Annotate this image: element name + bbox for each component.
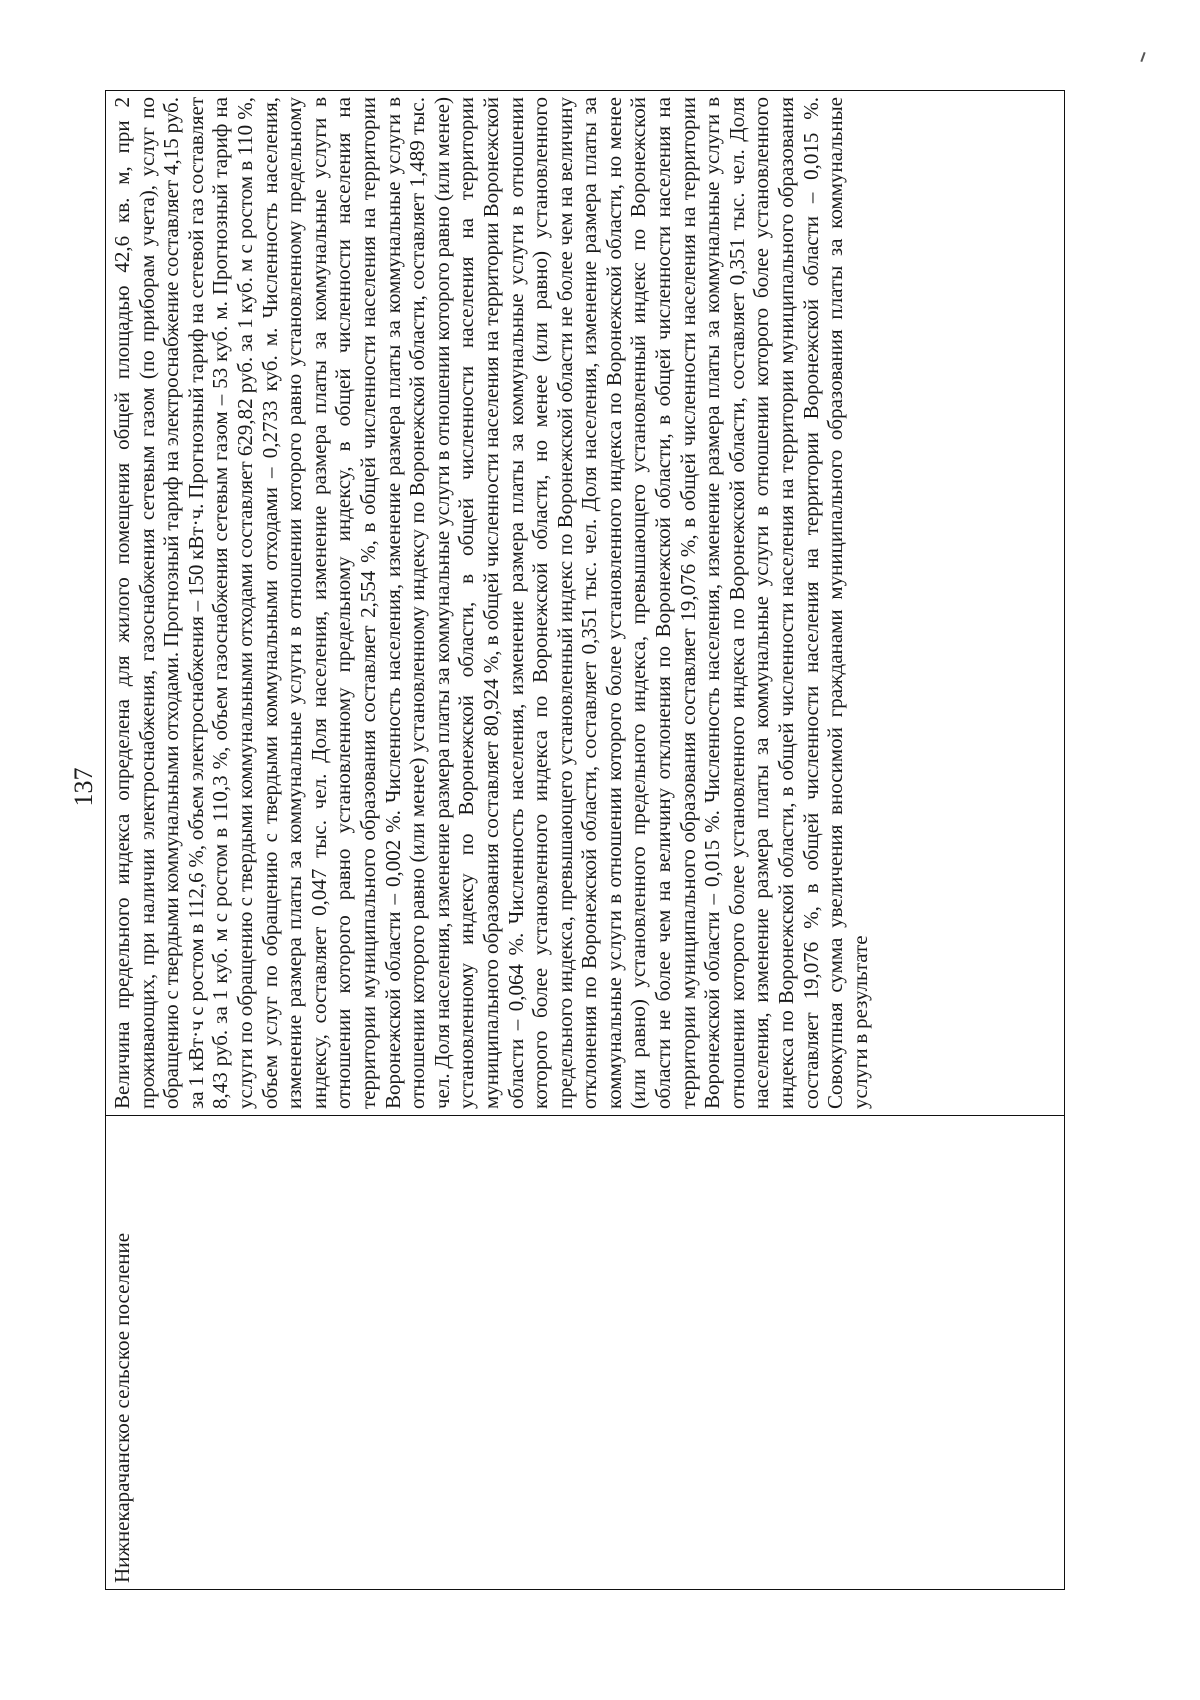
document-table: [105, 90, 1065, 1590]
page-number: 137: [69, 767, 98, 807]
scan-mark: [1140, 52, 1145, 62]
index-description-cell: Величина предельного индекса определена для жилого помещения общей площадью 42,6 кв. м, при 2 проживающих, при наличии электроснабжения, газоснабжения сетевым газом (по приборам учета), услуг по обращению с твердыми коммунальными отходами. Прогнозный тариф на электроснабжение составляет 4,15 руб. за 1 кВт·ч с ростом в 112,6 %, объем электроснабжения – 150 кВт·ч. Прогнозный тариф на сетевой газ составляет 8,43 руб. за 1 куб. м с ростом в 110,3 %, объем газоснабжения сетевым газом – 53 куб. м. Прогнозный тариф на услуги по обращению с твердыми коммунальными отходами составляет 629,82 руб. за 1 куб. м с ростом в 110 %, объем услуг по обращению с твердыми коммунальными отходами – 0,2733 куб. м. Численность населения, изменение размера платы за коммунальные услуги в отношении которого равно установленному предельному индексу, составляет 0,047 тыс. чел. Доля населения, изменение размера платы за коммунальные услуги в отношении которого равно установленному предельному индексу, в общей численности населения на территории муниципального образования составляет 2,554 %, в общей численности населения на территории Воронежской области – 0,002 %. Численность населения, изменение размера платы за коммунальные услуги в отношении которого равно (или менее) установленному индексу по Воронежской области, составляет 1,489 тыс. чел. Доля населения, изменение размера платы за коммунальные услуги в отношении которого равно (или менее) установленному индексу по Воронежской области, в общей численности населения на территории муниципального образования составляет 80,924 %, в общей численности населения на территории Воронежской области – 0,064 %. Численность населения, изменение размера платы за коммунальные услуги в отношении которого более установленного индекса по Воронежской области, но менее (или равно) установленного предельного индекса, превышающего установленный индекс по Воронежской области не более чем на величину отклонения по Воронежской области, составляет 0,351 тыс. чел. Доля населения, изменение размера платы за коммунальные услуги в отношении которого более установленного индекса по Воронежской области, но менее (или равно) установленного предельного индекса, превышающего установленный индекс по Воронежской области не более чем на величину отклонения по Воронежской области, в общей численности населения на территории муниципального образования составляет 19,076 %, в общей численности населения на территории Воронежской области – 0,015 %. Численность населения, изменение размера платы за коммунальные услуги в отношении которого более установленного индекса по Воронежской области, составляет 0,351 тыс. чел. Доля населения, изменение размера платы за коммунальные услуги в отношении которого более установленного индекса по Воронежской области, в общей численности населения на территории муниципального образования составляет 19,076 %, в общей численности населения на территории Воронежской области – 0,015 %. Совокупная сумма увеличения вносимой гражданами муниципального образования платы за коммунальные услуги в результате: [110, 97, 872, 1109]
settlement-name-cell: Нижнекарачанское сельское поселение: [106, 1115, 1064, 1589]
